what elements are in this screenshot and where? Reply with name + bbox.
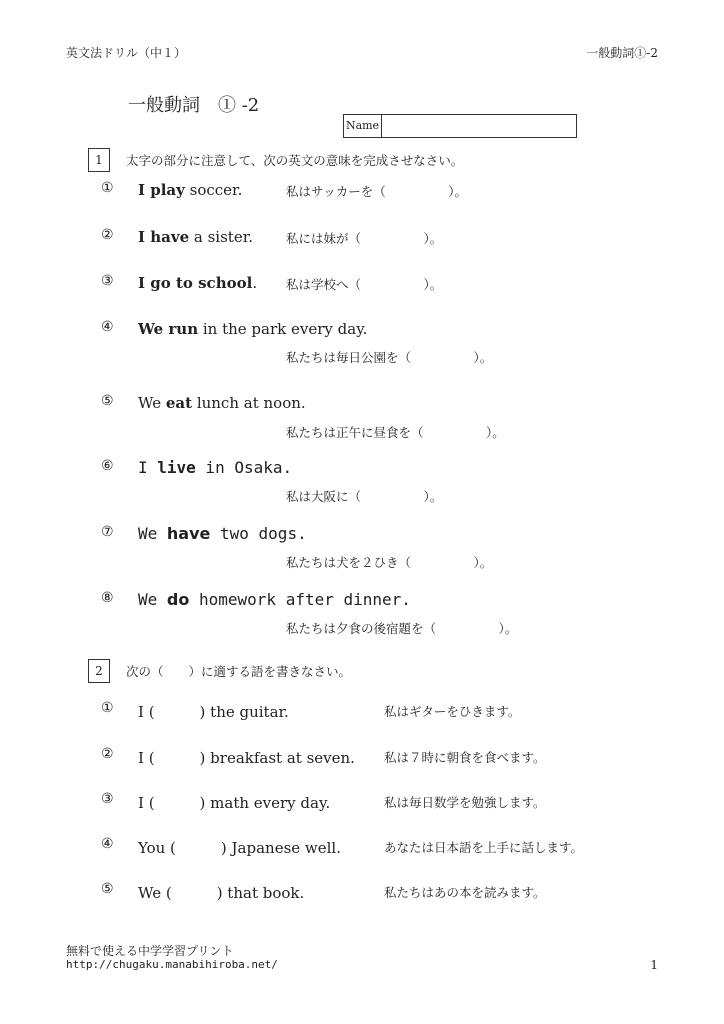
s1-item5-english: We eat lunch at noon. (138, 394, 306, 412)
s1-item3-english: I go to school. (138, 274, 258, 292)
s1-item7-mark: ⑦ (101, 524, 114, 540)
section1-instruction: 太字の部分に注意して、次の英文の意味を完成させなさい。 (126, 153, 464, 168)
name-box (343, 114, 577, 138)
s1-item7-japanese: 私たちは犬を２ひき（ ）。 (286, 555, 493, 570)
s2-item4-english: You ( ) Japanese well. (138, 839, 341, 857)
section1-number: 1 (88, 148, 110, 172)
s1-item5-mark: ⑤ (101, 393, 114, 409)
s1-item7-english: We have two dogs. (138, 524, 307, 543)
header-left: 英文法ドリル（中１） (66, 46, 187, 60)
s1-item4-japanese: 私たちは毎日公園を（ ）。 (286, 350, 493, 365)
s1-item6-mark: ⑥ (101, 458, 114, 474)
s1-item8-japanese: 私たちは夕食の後宿題を（ ）。 (286, 621, 518, 636)
s1-item6-japanese: 私は大阪に（ ）。 (286, 489, 443, 504)
section2-number: 2 (88, 659, 110, 683)
s2-item2-japanese: 私は７時に朝食を食べます。 (384, 750, 546, 765)
s1-item1-mark: ① (101, 180, 114, 196)
s1-item6-english: I live in Osaka. (138, 458, 293, 477)
s1-item8-mark: ⑧ (101, 590, 114, 606)
s1-item2-japanese: 私には妹が（ ）。 (286, 231, 443, 246)
s1-item1-japanese: 私はサッカーを（ ）。 (286, 184, 468, 199)
s1-item4-english: We run in the park every day. (138, 320, 368, 338)
name-label: Name (344, 115, 382, 137)
s2-item4-japanese: あなたは日本語を上手に話します。 (384, 840, 584, 855)
s2-item3-english: I ( ) math every day. (138, 794, 331, 812)
s2-item5-english: We ( ) that book. (138, 884, 305, 902)
s2-item5-mark: ⑤ (101, 881, 114, 897)
s1-item5-japanese: 私たちは正午に昼食を（ ）。 (286, 425, 505, 440)
s2-item4-mark: ④ (101, 836, 114, 852)
s1-item3-mark: ③ (101, 273, 114, 289)
s1-item2-english: I have a sister. (138, 228, 253, 246)
s1-item3-japanese: 私は学校へ（ ）。 (286, 277, 443, 292)
s1-item2-mark: ② (101, 227, 114, 243)
s2-item2-mark: ② (101, 746, 114, 762)
s2-item3-mark: ③ (101, 791, 114, 807)
s2-item1-english: I ( ) the guitar. (138, 703, 289, 721)
page-number: 1 (650, 958, 658, 972)
footer-url[interactable]: http://chugaku.manabihiroba.net/ (66, 958, 278, 971)
page-title: 一般動詞 ① -2 (128, 95, 260, 116)
s1-item4-mark: ④ (101, 319, 114, 335)
s2-item5-japanese: 私たちはあの本を読みます。 (384, 885, 546, 900)
s2-item1-japanese: 私はギターをひきます。 (384, 704, 521, 719)
s2-item1-mark: ① (101, 700, 114, 716)
s2-item2-english: I ( ) breakfast at seven. (138, 749, 355, 767)
section2-instruction: 次の（ ）に適する語を書きなさい。 (126, 664, 352, 679)
s2-item3-japanese: 私は毎日数学を勉強します。 (384, 795, 546, 810)
name-field[interactable] (382, 115, 576, 137)
footer-title: 無料で使える中学学習プリント (66, 944, 234, 958)
header-right: 一般動詞①-2 (586, 46, 658, 60)
s1-item1-english: I play soccer. (138, 181, 243, 199)
s1-item8-english: We do homework after dinner. (138, 590, 411, 609)
